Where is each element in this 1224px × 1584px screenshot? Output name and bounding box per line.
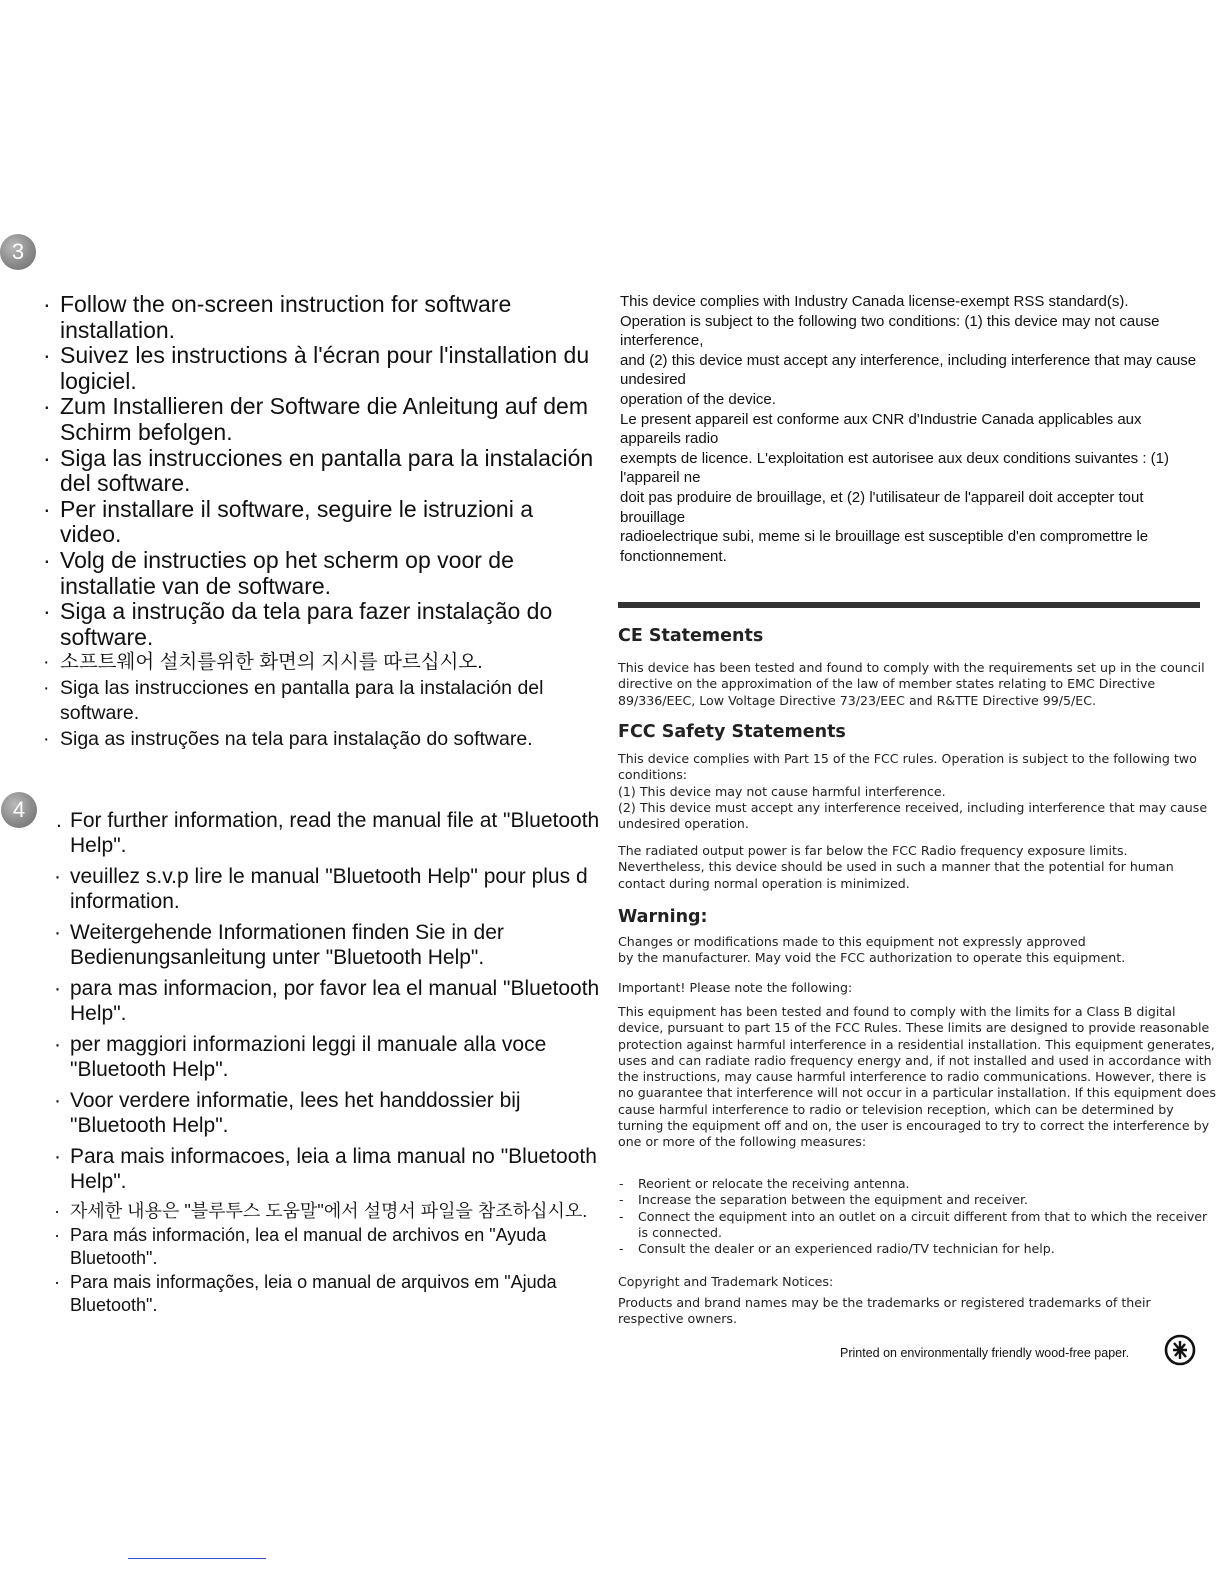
step-3-badge: 3 [0, 234, 36, 270]
fcc-heading: FCC Safety Statements [618, 722, 846, 742]
warning-heading: Warning: [618, 907, 708, 927]
printed-note: Printed on environmentally friendly wood-free paper. [840, 1346, 1130, 1360]
list-item: · Para mais informações, leia o manual de arquivos em "Ajuda Bluetooth". [50, 1271, 610, 1318]
list-item: . For further information, read the manual file at "Bluetooth Help". [50, 808, 610, 858]
link-underline [128, 1558, 266, 1559]
fcc-exposure-text: The radiated output power is far below the FCC Radio frequency exposure limits. Nevertheless, this device should be used in such a manner that the potential for human contact during normal operation is minimized. [618, 843, 1174, 891]
industry-canada-statement [620, 292, 1200, 566]
list-item: · Per installare il software, seguire le istruzioni a video. [40, 497, 600, 548]
list-item: · Para más información, lea el manual de archivos en "Ayuda Bluetooth". [50, 1224, 610, 1271]
list-item: · Suivez les instructions à l'écran pour l'installation du logiciel. [40, 343, 600, 394]
list-item: · 소프트웨어 설치를위한 화면의 지시를 따르십시오. [40, 650, 600, 676]
canada-line: doit pas produire de brouillage, et (2) l'utilisateur de l'appareil doit accepter tout brouillage [620, 488, 1144, 526]
fcc-conditions [618, 751, 1216, 832]
important-label: Important! Please note the following: [618, 980, 853, 995]
ce-heading: CE Statements [618, 626, 764, 646]
list-item: · veuillez s.v.p lire le manual "Bluetooth Help" pour plus d information. [50, 864, 610, 914]
eco-paper-icon [1164, 1334, 1196, 1366]
list-item: · Voor verdere informatie, lees het handdossier bij "Bluetooth Help". [50, 1088, 610, 1138]
canada-line: Le present appareil est conforme aux CNR d'Industrie Canada applicables aux appareils radio [620, 410, 1142, 448]
list-item: · Weitergehende Informationen finden Sie in der Bedienungsanleitung unter "Bluetooth Help". [50, 920, 610, 970]
fcc-condition-2: (2) This device must accept any interference received, including interference that may cause undesired operation. [618, 799, 1208, 832]
measures-list [618, 1176, 1216, 1257]
canada-line: operation of the device. [620, 390, 776, 408]
canada-line: Operation is subject to the following two conditions: (1) this device may not cause interference, [620, 312, 1160, 350]
warning-text [618, 934, 1216, 967]
list-item: · para mas informacion, por favor lea el manual "Bluetooth Help". [50, 976, 610, 1026]
list-item: · per maggiori informazioni leggi il manuale alla voce "Bluetooth Help". [50, 1032, 610, 1082]
step-4-badge: 4 [1, 792, 37, 828]
list-item: · Zum Installieren der Software die Anleitung auf dem Schirm befolgen. [40, 394, 600, 445]
list-item: · 자세한 내용은 "블루투스 도움말"에서 설명서 파일을 참조하십시오. [50, 1200, 610, 1224]
list-item: · Para mais informacoes, leia a lima manual no "Bluetooth Help". [50, 1144, 610, 1194]
list-item: - Consult the dealer or an experienced radio/TV technician for help. [618, 1241, 1216, 1257]
step-3-instructions [40, 292, 600, 752]
canada-line: This device complies with Industry Canada license-exempt RSS standard(s). [620, 293, 1129, 310]
list-item: · Siga las instrucciones en pantalla para la instalación del software. [40, 676, 600, 727]
canada-line: radioelectrique subi, meme si le brouillage est susceptible d'en compromettre le fonctionnement. [620, 528, 1149, 565]
list-item: · Siga las instrucciones en pantalla para la instalación del software. [40, 446, 600, 497]
list-item: · Siga as instruções na tela para instalação do software. [40, 727, 600, 753]
list-item: · Siga a instrução da tela para fazer instalação do software. [40, 599, 600, 650]
important-text: This equipment has been tested and found to comply with the limits for a Class B digital device, pursuant to part 15 of the FCC Rules. These limits are designed to provide reasonable protection against harmful interference in a residential installation. This equipment generates, uses and can radiate radio frequency energy and, if not installed and used in accordance with the instructions, may cause harmful interference to radio communications. However, there is no guarantee that interference will not occur in a particular installation. If this equipment does cause harmful interference to radio or television reception, which can be determined by turning the equipment off and on, the user is encouraged to try to correct the interference by one or more of the following measures: [618, 1004, 1216, 1150]
canada-line: and (2) this device must accept any interference, including interference that may cause undesired [620, 351, 1197, 389]
step-4-instructions [50, 808, 610, 1318]
canada-line: exempts de licence. L'exploitation est autorisee aux deux conditions suivantes : (1) l'appareil ne [620, 449, 1170, 487]
list-item: - Increase the separation between the equipment and receiver. [618, 1192, 1216, 1208]
section-divider [618, 602, 1200, 608]
copyright-text: Products and brand names may be the trademarks or registered trademarks of their respective owners. [618, 1295, 1151, 1327]
list-item: - Reorient or relocate the receiving antenna. [618, 1176, 1216, 1192]
warning-line-1: Changes or modifications made to this equipment not expressly approved [618, 934, 1086, 949]
list-item: · Follow the on-screen instruction for software installation. [40, 292, 600, 343]
warning-line-2: by the manufacturer. May void the FCC authorization to operate this equipment. [618, 950, 1126, 966]
list-item: · Volg de instructies op het scherm op voor de installatie van de software. [40, 548, 600, 599]
ce-text: This device has been tested and found to comply with the requirements set up in the council directive on the approximation of the law of member states relating to EMC Directive 89/336/EEC, Low Voltage Directive 73/23/EEC and R&TTE Directive 99/5/EC. [618, 660, 1205, 708]
fcc-intro: This device complies with Part 15 of the FCC rules. Operation is subject to the following two conditions: [618, 751, 1197, 783]
list-item: - Connect the equipment into an outlet on a circuit different from that to which the receiver is connected. [618, 1209, 1216, 1242]
copyright-heading: Copyright and Trademark Notices: [618, 1274, 834, 1289]
fcc-condition-1: (1) This device may not cause harmful interference. [618, 783, 946, 799]
